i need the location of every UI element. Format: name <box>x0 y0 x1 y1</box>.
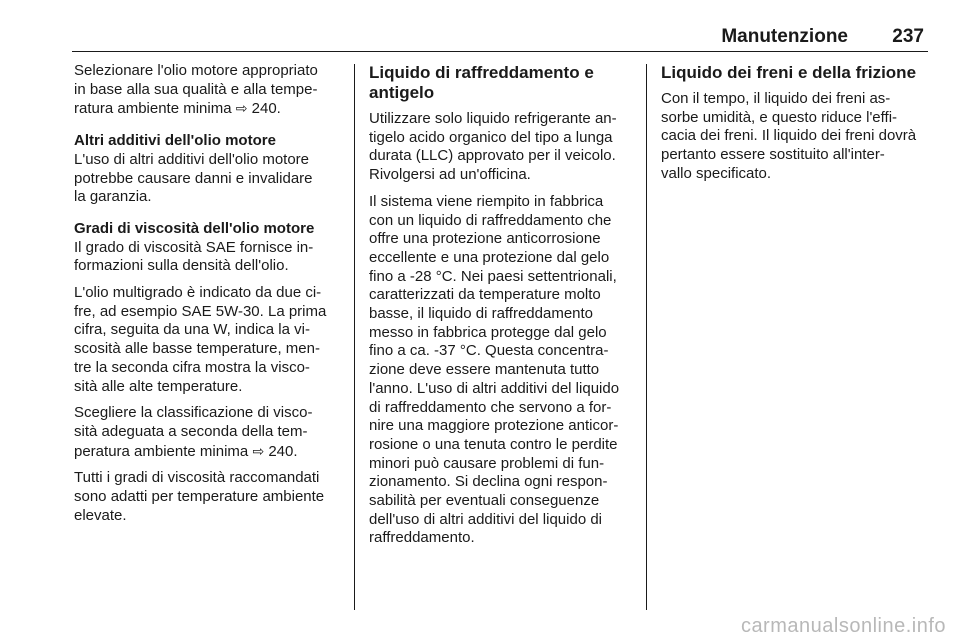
text-line: sabilità per eventuali conseguenze <box>369 492 600 510</box>
page-reference-arrow-icon: ⇨ <box>252 442 265 459</box>
text-line: vallo specificato. <box>661 164 772 182</box>
text-line: durata (LLC) approvato per il veicolo. <box>369 147 616 165</box>
text-line: elevate. <box>74 506 127 524</box>
text-line: Il sistema viene riempito in fabbrica <box>369 192 604 210</box>
column-1 <box>74 62 342 533</box>
text-line: eccellente e una protezione dal gelo <box>369 248 610 266</box>
title-line: Liquido di raffreddamento e <box>369 63 594 82</box>
page-reference-arrow-icon: ⇨ <box>235 100 248 117</box>
oil-selection-paragraph <box>74 62 342 119</box>
watermark: carmanualsonline.info <box>740 615 946 637</box>
text-line: messo in fabbrica protegge dal gelo <box>369 323 607 341</box>
text-line: potrebbe causare danni e invalidare <box>74 169 313 187</box>
column-3 <box>661 62 929 192</box>
text-line: offre una protezione anticorrosione <box>369 230 601 248</box>
text-line: in base alla sua qualità e alla tempe- <box>74 80 318 98</box>
text-line: sità alle alte temperature. <box>74 377 243 395</box>
text-line: tigelo acido organico del tipo a lunga <box>369 128 613 146</box>
text-line <box>74 99 342 119</box>
text-line: Con il tempo, il liquido dei freni as- <box>661 90 891 107</box>
text-line: Tutti i gradi di viscosità raccomandati <box>74 469 320 487</box>
text-line: dell'uso di altri additivi del liquido di <box>369 510 602 528</box>
additives-section <box>74 132 342 207</box>
text-line: con un liquido di raffreddamento che <box>369 211 612 229</box>
text-line: fino a -28 °C. Nei paesi settentrionali, <box>369 267 617 285</box>
coolant-protection-paragraph <box>369 193 633 548</box>
text-line: L'uso di altri additivi dell'olio motore <box>74 150 310 168</box>
text-line: caratterizzati da temperature molto <box>369 286 601 304</box>
multigrade-paragraph <box>74 284 342 396</box>
page-reference-link[interactable]: 240. <box>268 442 298 460</box>
text-line: di raffreddamento che servono a for- <box>369 398 612 416</box>
page-header <box>72 0 928 52</box>
text-line-part: ratura ambiente minima <box>74 100 232 118</box>
text-line: l'anno. L'uso di altri additivi del liquido <box>369 379 620 397</box>
text-line: Il grado di viscosità SAE fornisce in- <box>74 238 314 256</box>
text-line: sità adeguata a seconda della tem- <box>74 422 308 440</box>
text-line: formazioni sulla densità dell'olio. <box>74 257 289 275</box>
page-number: 237 <box>892 26 924 47</box>
text-line-part: peratura ambiente minima <box>74 442 249 460</box>
text-line: Selezionare l'olio motore appropriato <box>74 62 318 79</box>
text-line: zione deve essere mantenuta tutto <box>369 361 600 379</box>
text-line: Scegliere la classificazione di visco- <box>74 404 313 422</box>
text-line: raffreddamento. <box>369 529 475 547</box>
text-line: sono adatti per temperature ambiente <box>74 488 325 506</box>
text-line: cacia dei freni. Il liquido dei freni dovrà <box>661 127 917 145</box>
text-line: rosione o una tenuta contro le perdite <box>369 435 618 453</box>
title-line: antigelo <box>369 83 435 102</box>
text-line: tre la seconda cifra mostra la visco- <box>74 358 310 376</box>
brake-fluid-section-title <box>661 63 929 83</box>
text-line: scosità alle basse temperature, men- <box>74 340 320 358</box>
viscosity-heading: Gradi di viscosità dell'olio motore <box>74 219 315 237</box>
text-line: L'olio multigrado è indicato da due ci- <box>74 284 322 302</box>
text-line <box>74 442 342 462</box>
column-divider-2 <box>646 64 647 610</box>
text-line: pertanto essere sostituito all'inter- <box>661 146 885 164</box>
text-line: cifra, seguita da una W, indica la vi- <box>74 321 310 339</box>
text-line: Utilizzare solo liquido refrigerante an- <box>369 110 617 127</box>
classification-paragraph <box>74 404 342 461</box>
coolant-usage-paragraph <box>369 110 633 185</box>
text-line: zionamento. Si declina ogni respon- <box>369 473 608 491</box>
text-line: sorbe umidità, e questo riduce l'effi- <box>661 108 898 126</box>
column-divider-1 <box>354 64 355 610</box>
text-line: la garanzia. <box>74 188 152 206</box>
text-line: fre, ad esempio SAE 5W-30. La prima <box>74 302 327 320</box>
column-2 <box>369 62 633 556</box>
page-reference-link[interactable]: 240. <box>251 100 281 118</box>
text-line: nire una maggiore protezione anticor- <box>369 417 619 435</box>
viscosity-section-intro <box>74 220 342 276</box>
text-line: basse, il liquido di raffreddamento <box>369 305 594 323</box>
text-line: Rivolgersi ad un'officina. <box>369 166 531 184</box>
brake-fluid-paragraph <box>661 90 929 184</box>
recommended-grades-paragraph <box>74 469 342 525</box>
title-line: Liquido dei freni e della frizione <box>661 63 917 82</box>
text-line: fino a ca. -37 °C. Questa concentra- <box>369 342 609 360</box>
additives-heading: Altri additivi dell'olio motore <box>74 132 276 150</box>
coolant-section-title <box>369 63 633 103</box>
chapter-title: Manutenzione <box>721 26 848 47</box>
text-line: minori può causare problemi di fun- <box>369 454 605 472</box>
